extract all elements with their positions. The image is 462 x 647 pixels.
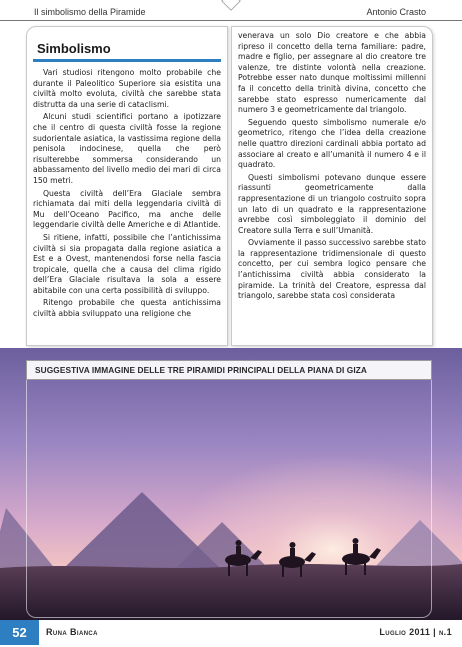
right-text-panel	[231, 26, 433, 346]
paragraph: Questi simbolismi potevano dunque essere riassunti geometricamente dalla rappresentazione di un triangolo costruito sopra un lato di un quadrato e la rappresentazione avrebbe così simboleggiato il dominio del Creatore sulla Terra e sull’Umanità.	[238, 172, 426, 235]
page-footer	[0, 620, 462, 647]
photo-caption: SUGGESTIVA IMMAGINE DELLE TRE PIRAMIDI PRINCIPALI DELLA PIANA DI GIZA	[35, 365, 368, 375]
running-head-author: Antonio Crasto	[366, 7, 426, 17]
paragraph: Alcuni studi scientifici portano a ipotizzare che il centro di questa civiltà fosse la regione sudorientale asiatica, la vastissima regione della penisola indocinese, quella che però risulterebbe sommersa considerando un abbassamento del livello medio dei mari di circa 150 metri.	[33, 112, 221, 185]
paragraph: venerava un solo Dio creatore e che abbia ripreso il concetto della terna familiare: padre, madre e figlio, per assegnare al dio creatore tre valenze, tre distinte volontà nella creazione. Potrebbe esser nato dunque moltissimi millenni fa il concetto della trinità divina, concetto che sarebbe stato espresso numericamente dal numero 3 e geometricamente dal triangolo.	[238, 31, 426, 115]
magazine-name: Runa Bianca	[46, 627, 98, 637]
photo-caption-bar	[26, 360, 432, 380]
issue-info: Luglio 2011 | n.1	[379, 627, 452, 637]
section-title: Simbolismo	[33, 31, 221, 62]
left-column	[33, 31, 221, 341]
paragraph: Questa civiltà dell’Era Glaciale sembra richiamata dai miti della leggendaria civiltà di Mu dell’Oceano Pacifico, ma anche delle leggendarie civiltà delle Americhe e di Atlantide.	[33, 188, 221, 230]
right-column	[238, 31, 426, 341]
paragraph: Seguendo questo simbolismo numerale e/o geometrico, ritengo che l’idea della creazione nelle quattro direzioni cardinali abbia portato ad associare al creato e all’umanità il numero 4 e il quadrato.	[238, 117, 426, 170]
paragraph: Si ritiene, infatti, possibile che l’antichissima civiltà si sia propagata dalla regione asiatica a Est e a Ovest, mantenendosi forse nella fascia tropicale, quella che a causa del clima rigido dell’Era Glaciale risultava la sola a essere abitabile con una certa possibilità di sviluppo.	[33, 232, 221, 295]
photo-frame	[26, 380, 432, 618]
running-head-title: Il simbolismo della Piramide	[34, 7, 146, 17]
paragraph: Vari studiosi ritengono molto probabile che durante il Paleolitico Superiore sia esistita una civiltà molto evoluta, civiltà che sarebbe stata distrutta da una serie di cataclismi.	[33, 68, 221, 109]
header-rule	[0, 20, 462, 21]
paragraph: Ovviamente il passo successivo sarebbe stato la rappresentazione tridimensionale di questo concetto, per cui sembra logico pensare che l’antichissima civiltà abbia considerato la piramide. La trinità del Creatore, espressa dal triangolo, sarebbe stata così considerata	[238, 238, 426, 301]
header-notch	[221, 0, 241, 11]
paragraph: Ritengo probabile che questa antichissima civiltà abbia sviluppato una religione che	[33, 298, 221, 319]
page-number: 52	[0, 620, 39, 645]
left-text-panel	[26, 26, 228, 346]
